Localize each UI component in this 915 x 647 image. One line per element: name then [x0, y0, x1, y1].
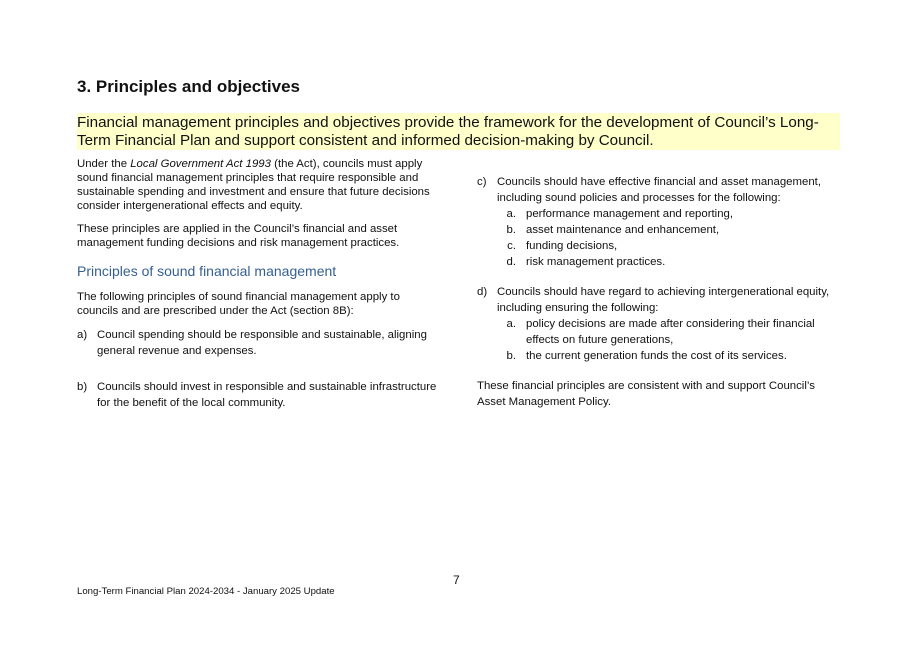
act-name: Local Government Act 1993: [130, 158, 271, 170]
sublist-item: [497, 206, 842, 222]
intro-paragraph: [77, 157, 439, 213]
sublist-marker: b.: [506, 224, 516, 236]
sublist-text: funding decisions,: [526, 240, 618, 252]
list-text: Council spending should be responsible and sustainable, aligning general revenue and expenses.: [97, 329, 427, 357]
sublist-marker: b.: [506, 350, 516, 362]
page-number: 7: [453, 573, 460, 587]
list-item-a: [77, 327, 439, 359]
list-marker: d): [477, 286, 488, 298]
principles-apply-paragraph: The following principles of sound financial management apply to councils and are prescribed under the Act (section 8B):: [77, 291, 400, 317]
sublist-item: [497, 316, 842, 348]
list-marker: c): [477, 176, 487, 188]
sublist-d: [497, 316, 842, 364]
list-item-c: [477, 174, 842, 206]
sublist-marker: a.: [506, 208, 516, 220]
sublist-item: [497, 254, 842, 270]
left-column: [77, 157, 439, 419]
act-intro-text: Under the: [77, 158, 131, 170]
sublist-text: performance management and reporting,: [526, 208, 734, 220]
sublist-text: policy decisions are made after considering their financial effects on future generations,: [526, 318, 815, 346]
sublist-c: [497, 206, 842, 270]
sublist-marker: d.: [506, 256, 516, 268]
sublist-text: the current generation funds the cost of its services.: [526, 350, 787, 362]
list-item-b: [77, 379, 439, 411]
sublist-item: [497, 348, 842, 364]
list-text: Councils should have regard to achieving intergenerational equity, including ensuring the following:: [497, 286, 830, 314]
list-text: Councils should have effective financial and asset management, including sound policies and processes for the following:: [497, 176, 821, 204]
closing-paragraph: These financial principles are consistent with and support Council’s Asset Management Policy.: [477, 380, 815, 408]
sublist-marker: a.: [506, 318, 516, 330]
sublist-text: asset maintenance and enhancement,: [526, 224, 720, 236]
sublist-text: risk management practices.: [526, 256, 666, 268]
sublist-marker: c.: [507, 240, 516, 252]
list-marker: a): [77, 329, 88, 341]
list-item-d: [477, 284, 842, 316]
act-rest-text: (the Act), councils must apply sound financial management principles that require responsible and sustainable spending and investment and ensure that future decisions consider intergenerational effects and equity.: [77, 158, 430, 212]
footer-text: Long-Term Financial Plan 2024-2034 - January 2025 Update: [77, 586, 335, 597]
list-marker: b): [77, 381, 88, 393]
sublist-item: [497, 238, 842, 254]
list-text: Councils should invest in responsible and sustainable infrastructure for the benefit of the local community.: [97, 381, 437, 409]
right-column: [477, 174, 842, 410]
intro-highlight: Financial management principles and objectives provide the framework for the development of Council’s Long-Term Financial Plan and support consistent and informed decision-making by Council.: [77, 113, 840, 150]
principles-applied-paragraph: These principles are applied in the Council’s financial and asset management funding decisions and risk management practices.: [77, 223, 400, 249]
section-heading: 3. Principles and objectives: [77, 77, 300, 96]
sublist-item: [497, 222, 842, 238]
spacer: [477, 270, 842, 284]
subheading-sound-financial-management: Principles of sound financial management: [77, 263, 337, 279]
